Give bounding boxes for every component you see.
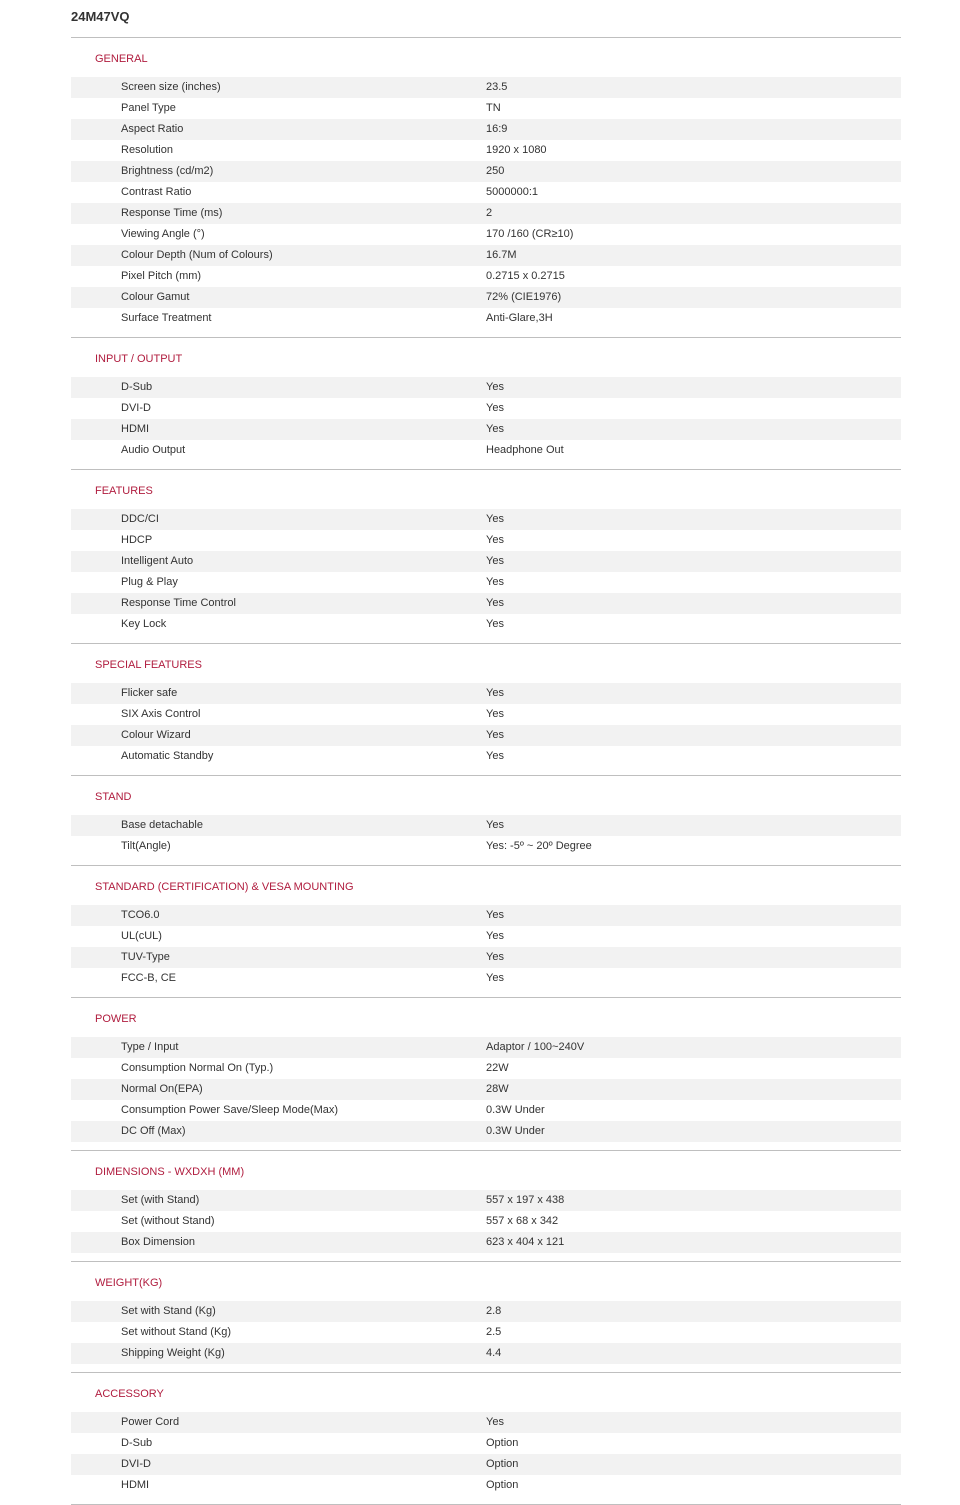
spec-label: Colour Wizard	[121, 729, 191, 741]
spec-label: Screen size (inches)	[121, 81, 221, 93]
spec-row	[71, 1190, 901, 1211]
spec-row	[71, 140, 901, 161]
spec-row	[71, 704, 901, 725]
spec-row	[71, 182, 901, 203]
spec-row	[71, 905, 901, 926]
spec-sheet	[71, 0, 901, 1505]
spec-value: Yes	[486, 819, 504, 831]
spec-value: Yes	[486, 381, 504, 393]
spec-row	[71, 947, 901, 968]
spec-value: 557 x 197 x 438	[486, 1194, 565, 1206]
spec-value: Option	[486, 1458, 519, 1470]
section-title: FEATURES	[95, 485, 153, 497]
spec-section	[71, 38, 901, 338]
spec-row	[71, 509, 901, 530]
spec-row	[71, 287, 901, 308]
spec-label: Set (with Stand)	[121, 1194, 200, 1206]
spec-value: 623 x 404 x 121	[486, 1236, 565, 1248]
spec-label: Tilt(Angle)	[121, 840, 171, 852]
spec-row	[71, 119, 901, 140]
spec-rows	[71, 815, 901, 857]
spec-rows	[71, 1412, 901, 1496]
spec-row	[71, 308, 901, 329]
spec-label: Surface Treatment	[121, 312, 212, 324]
section-title: ACCESSORY	[95, 1388, 164, 1400]
spec-label: TCO6.0	[121, 909, 160, 921]
spec-label: DVI-D	[121, 1458, 151, 1470]
spec-row	[71, 161, 901, 182]
spec-row	[71, 1079, 901, 1100]
spec-value: 72% (CIE1976)	[486, 291, 562, 303]
section-title: WEIGHT(KG)	[95, 1277, 163, 1289]
spec-value: 250	[486, 165, 505, 177]
spec-label: Base detachable	[121, 819, 203, 831]
spec-row	[71, 746, 901, 767]
spec-value: 23.5	[486, 81, 508, 93]
spec-value: 22W	[486, 1062, 509, 1074]
spec-value: 16:9	[486, 123, 508, 135]
spec-label: Set with Stand (Kg)	[121, 1305, 216, 1317]
spec-label: D-Sub	[121, 381, 153, 393]
spec-value: 0.3W Under	[486, 1125, 545, 1137]
spec-label: Intelligent Auto	[121, 555, 194, 567]
spec-value: Headphone Out	[486, 444, 564, 456]
spec-section	[71, 1373, 901, 1505]
spec-label: Type / Input	[121, 1041, 179, 1053]
spec-value: 2.8	[486, 1305, 502, 1317]
spec-value: Yes	[486, 708, 504, 720]
spec-rows	[71, 683, 901, 767]
spec-rows	[71, 1190, 901, 1253]
spec-value: Yes	[486, 909, 504, 921]
spec-row	[71, 593, 901, 614]
spec-row	[71, 419, 901, 440]
spec-label: Colour Gamut	[121, 291, 190, 303]
spec-label: Brightness (cd/m2)	[121, 165, 214, 177]
spec-row	[71, 1301, 901, 1322]
model-title: 24M47VQ	[71, 0, 901, 38]
spec-rows	[71, 1301, 901, 1364]
section-title: DIMENSIONS - WXDXH (MM)	[95, 1166, 245, 1178]
spec-sections	[71, 38, 901, 1505]
spec-value: 4.4	[486, 1347, 502, 1359]
spec-label: Panel Type	[121, 102, 176, 114]
spec-section	[71, 998, 901, 1151]
spec-value: Yes	[486, 750, 504, 762]
spec-label: Colour Depth (Num of Colours)	[121, 249, 273, 261]
spec-label: Aspect Ratio	[121, 123, 184, 135]
spec-row	[71, 266, 901, 287]
spec-label: Power Cord	[121, 1416, 180, 1428]
spec-label: HDCP	[121, 534, 153, 546]
spec-value: Yes	[486, 423, 504, 435]
spec-value: Yes	[486, 729, 504, 741]
spec-row	[71, 398, 901, 419]
spec-row	[71, 1232, 901, 1253]
spec-row	[71, 1100, 901, 1121]
spec-value: Yes	[486, 513, 504, 525]
spec-value: Yes	[486, 1416, 504, 1428]
spec-label: DVI-D	[121, 402, 151, 414]
spec-label: Audio Output	[121, 444, 186, 456]
spec-row	[71, 572, 901, 593]
spec-rows	[71, 509, 901, 635]
spec-row	[71, 530, 901, 551]
spec-row	[71, 224, 901, 245]
spec-label: HDMI	[121, 423, 150, 435]
spec-row	[71, 1343, 901, 1364]
spec-row	[71, 614, 901, 635]
spec-label: D-Sub	[121, 1437, 153, 1449]
section-title: STANDARD (CERTIFICATION) & VESA MOUNTING	[95, 881, 354, 893]
spec-label: Consumption Normal On (Typ.)	[121, 1062, 274, 1074]
spec-label: FCC-B, CE	[121, 972, 176, 984]
spec-label: Automatic Standby	[121, 750, 214, 762]
spec-value: Yes	[486, 402, 504, 414]
spec-value: Yes: -5º ~ 20º Degree	[486, 840, 592, 852]
spec-label: Response Time (ms)	[121, 207, 223, 219]
section-title: SPECIAL FEATURES	[95, 659, 202, 671]
spec-row	[71, 1121, 901, 1142]
spec-row	[71, 1211, 901, 1232]
spec-label: Pixel Pitch (mm)	[121, 270, 202, 282]
spec-value: Yes	[486, 534, 504, 546]
spec-row	[71, 98, 901, 119]
spec-value: Option	[486, 1479, 519, 1491]
spec-value: Yes	[486, 951, 504, 963]
spec-row	[71, 1454, 901, 1475]
spec-value: 5000000:1	[486, 186, 538, 198]
spec-row	[71, 926, 901, 947]
spec-row	[71, 1322, 901, 1343]
spec-row	[71, 725, 901, 746]
spec-label: Box Dimension	[121, 1236, 195, 1248]
spec-row	[71, 551, 901, 572]
spec-section	[71, 776, 901, 866]
section-title: STAND	[95, 791, 132, 803]
spec-rows	[71, 77, 901, 329]
spec-value: Yes	[486, 687, 504, 699]
spec-value: 0.3W Under	[486, 1104, 545, 1116]
spec-value: Yes	[486, 555, 504, 567]
spec-row	[71, 683, 901, 704]
spec-section	[71, 1151, 901, 1262]
spec-section	[71, 866, 901, 998]
spec-rows	[71, 1037, 901, 1142]
spec-value: 2.5	[486, 1326, 502, 1338]
spec-label: Normal On(EPA)	[121, 1083, 203, 1095]
spec-value: Anti-Glare,3H	[486, 312, 553, 324]
spec-label: Set (without Stand)	[121, 1215, 215, 1227]
spec-row	[71, 1475, 901, 1496]
spec-label: DDC/CI	[121, 513, 159, 525]
spec-label: Shipping Weight (Kg)	[121, 1347, 225, 1359]
spec-label: Set without Stand (Kg)	[121, 1326, 232, 1338]
section-title: POWER	[95, 1013, 137, 1025]
spec-rows	[71, 377, 901, 461]
spec-label: Consumption Power Save/Sleep Mode(Max)	[121, 1104, 339, 1116]
spec-value: 557 x 68 x 342	[486, 1215, 559, 1227]
spec-value: Yes	[486, 972, 504, 984]
spec-row	[71, 440, 901, 461]
spec-value: 2	[486, 207, 493, 219]
spec-label: SIX Axis Control	[121, 708, 201, 720]
spec-label: Contrast Ratio	[121, 186, 192, 198]
spec-label: Response Time Control	[121, 597, 236, 609]
spec-row	[71, 815, 901, 836]
spec-label: Viewing Angle (°)	[121, 228, 205, 240]
spec-rows	[71, 905, 901, 989]
spec-label: TUV-Type	[121, 951, 170, 963]
spec-value: 1920 x 1080	[486, 144, 547, 156]
spec-label: Flicker safe	[121, 687, 178, 699]
section-title: INPUT / OUTPUT	[95, 353, 183, 365]
spec-label: Key Lock	[121, 618, 167, 630]
spec-row	[71, 1058, 901, 1079]
spec-value: Yes	[486, 618, 504, 630]
section-title: GENERAL	[95, 53, 148, 65]
spec-row	[71, 1433, 901, 1454]
spec-row	[71, 77, 901, 98]
spec-row	[71, 1412, 901, 1433]
spec-value: 170 /160 (CR≥10)	[486, 228, 574, 240]
spec-value: 16.7M	[486, 249, 517, 261]
spec-row	[71, 203, 901, 224]
spec-section	[71, 470, 901, 644]
spec-label: UL(cUL)	[121, 930, 162, 942]
spec-row	[71, 377, 901, 398]
spec-section	[71, 338, 901, 470]
spec-section	[71, 1262, 901, 1373]
spec-value: 28W	[486, 1083, 509, 1095]
spec-value: Option	[486, 1437, 519, 1449]
spec-label: DC Off (Max)	[121, 1125, 186, 1137]
spec-section	[71, 644, 901, 776]
spec-row	[71, 1037, 901, 1058]
spec-value: Yes	[486, 930, 504, 942]
spec-label: Resolution	[121, 144, 173, 156]
spec-value: Adaptor / 100~240V	[486, 1041, 585, 1053]
spec-value: TN	[486, 102, 501, 114]
spec-value: Yes	[486, 576, 504, 588]
spec-row	[71, 245, 901, 266]
spec-row	[71, 836, 901, 857]
spec-value: Yes	[486, 597, 504, 609]
spec-row	[71, 968, 901, 989]
spec-value: 0.2715 x 0.2715	[486, 270, 565, 282]
spec-label: Plug & Play	[121, 576, 178, 588]
spec-label: HDMI	[121, 1479, 150, 1491]
